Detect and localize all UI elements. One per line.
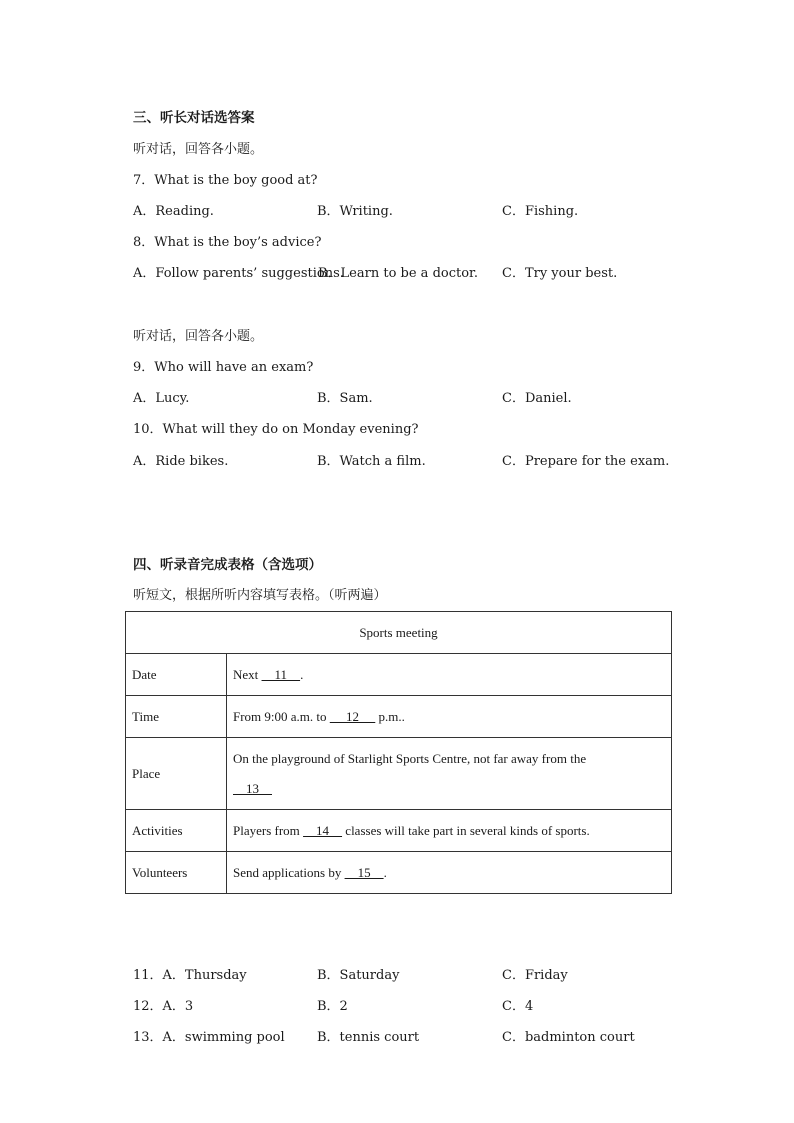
- volunteers-value: [227, 852, 672, 894]
- activities-label: Activities: [126, 810, 227, 852]
- activities-post-text: classes will take part in several kinds of sports.: [342, 822, 590, 838]
- place-value: [227, 738, 672, 810]
- q8-option-a: A．Follow parents’ suggestions.: [133, 266, 344, 281]
- activities-pre-text: Players from: [233, 822, 304, 838]
- q9-option-c: C．Daniel.: [502, 391, 572, 406]
- q10-option-a: A．Ride bikes.: [133, 454, 229, 469]
- volunteers-label: Volunteers: [126, 852, 227, 894]
- section3-instruction-1: 听对话，回答各小题。: [133, 142, 264, 157]
- question-10: 10．What will they do on Monday evening?: [133, 422, 419, 437]
- q12-option-c: C．4: [502, 999, 534, 1014]
- q7-option-c: C．Fishing.: [502, 204, 579, 219]
- time-pre-text: From 9:00 a.m. to: [233, 708, 330, 724]
- q11-option-b: B．Saturday: [317, 968, 400, 983]
- activities-value: [227, 810, 672, 852]
- time-post-text: p.m..: [375, 708, 405, 724]
- blank-11: 11: [261, 666, 301, 682]
- section4-instruction: 听短文，根据所听内容填写表格。（听两遍）: [133, 588, 387, 603]
- q7-option-a: A．Reading.: [133, 204, 214, 219]
- q11-option-c: C．Friday: [502, 968, 568, 983]
- table-row: [126, 654, 672, 696]
- place-text: On the playground of Starlight Sports Centre, not far away from the: [233, 750, 587, 766]
- blank-14: 14: [303, 822, 343, 838]
- table-title: Sports meeting: [126, 612, 672, 654]
- section3-heading: 三、听长对话选答案: [133, 110, 255, 126]
- blank-13: 13: [233, 780, 272, 796]
- table-row: [126, 612, 672, 654]
- q13-option-c: C．badminton court: [502, 1030, 635, 1045]
- section3-instruction-2: 听对话，回答各小题。: [133, 329, 264, 344]
- blank-12: 12: [329, 708, 376, 724]
- q7-option-b: B．Writing.: [317, 204, 393, 219]
- table-row: [126, 696, 672, 738]
- date-post-text: .: [300, 666, 304, 682]
- time-label: Time: [126, 696, 227, 738]
- question-9: 9．Who will have an exam?: [133, 360, 314, 375]
- place-label: Place: [126, 738, 227, 810]
- q11-option-a: 11．A．Thursday: [133, 968, 247, 983]
- q8-option-c: C．Try your best.: [502, 266, 618, 281]
- date-label: Date: [126, 654, 227, 696]
- q8-option-b: B．Learn to be a doctor.: [318, 266, 478, 281]
- q12-option-a: 12．A．3: [133, 999, 194, 1014]
- question-8: 8．What is the boy’s advice?: [133, 235, 322, 250]
- date-pre-text: Next: [233, 666, 262, 682]
- q10-option-c: C．Prepare for the exam.: [502, 454, 670, 469]
- q10-option-b: B．Watch a film.: [317, 454, 426, 469]
- volunteers-pre-text: Send applications by: [233, 864, 345, 880]
- section4-heading: 四、听录音完成表格（含选项）: [133, 557, 322, 573]
- table-row: [126, 852, 672, 894]
- q13-option-b: B．tennis court: [317, 1030, 420, 1045]
- sports-meeting-table: [125, 611, 672, 894]
- q9-option-b: B．Sam.: [317, 391, 373, 406]
- table-row: [126, 810, 672, 852]
- time-value: [227, 696, 672, 738]
- volunteers-post-text: .: [383, 864, 387, 880]
- q12-option-b: B．2: [317, 999, 348, 1014]
- blank-15: 15: [344, 864, 384, 880]
- table-row: [126, 738, 672, 810]
- question-7: 7．What is the boy good at?: [133, 173, 318, 188]
- q9-option-a: A．Lucy.: [133, 391, 190, 406]
- q13-option-a: 13．A．swimming pool: [133, 1030, 285, 1045]
- date-value: [227, 654, 672, 696]
